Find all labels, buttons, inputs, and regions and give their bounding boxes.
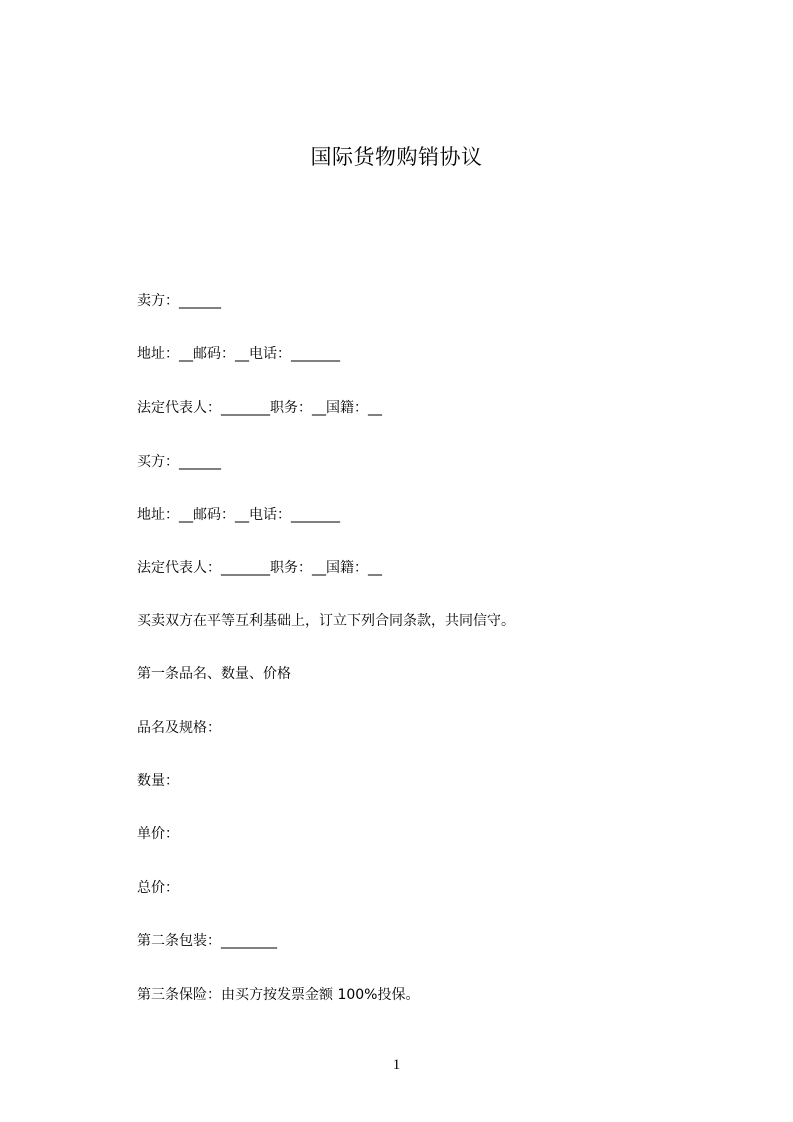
quantity-line: 数量： — [137, 773, 179, 789]
buyer-representative-line: 法定代表人：_______职务：__国籍：__ — [137, 560, 382, 576]
preamble-line: 买卖双方在平等互利基础上，订立下列合同条款，共同信守。 — [137, 613, 515, 629]
total-price-line: 总价： — [137, 880, 179, 896]
seller-address-line: 地址：__邮码：__电话：_______ — [137, 346, 340, 362]
buyer-line: 买方：______ — [137, 454, 221, 470]
product-spec-line: 品名及规格： — [137, 720, 221, 736]
article-1-heading: 第一条品名、数量、价格 — [137, 666, 291, 682]
article-3-insurance-line: 第三条保险：由买方按发票金额 100%投保。 — [137, 987, 420, 1003]
document-title: 国际货物购销协议 — [310, 145, 483, 169]
article-2-packing-line: 第二条包装：________ — [137, 933, 277, 949]
buyer-address-line: 地址：__邮码：__电话：_______ — [137, 507, 340, 523]
seller-representative-line: 法定代表人：_______职务：__国籍：__ — [137, 400, 382, 416]
unit-price-line: 单价： — [137, 826, 179, 842]
seller-line: 卖方：______ — [137, 293, 221, 309]
page-number: 1 — [392, 1057, 401, 1073]
